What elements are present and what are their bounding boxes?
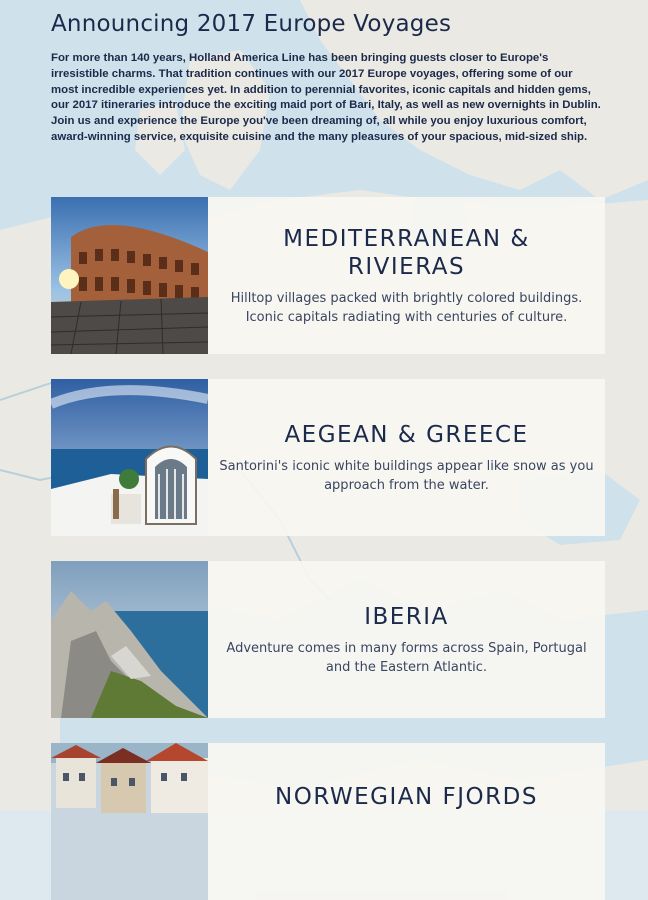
destination-title: AEGEAN & GREECE	[284, 421, 529, 448]
page-title: Announcing 2017 Europe Voyages	[51, 11, 452, 37]
destination-card-mediterranean[interactable]	[51, 197, 605, 354]
destination-text	[208, 743, 605, 900]
intro-paragraph: For more than 140 years, Holland America Line has been bringing guests closer to Europe's irresistible charms. That tradition continues with our 2017 Europe voyages, offering some of our most incredible experiences yet. In addition to perennial favorites, iconic capitals and hidden gems, our 2017 itineraries introduce the exciting maid port of Bari, Italy, as well as new overnights in Dublin. Join us and experience the Europe you've been dreaming of, all while you enjoy luxurious comfort, award-winning service, exquisite cuisine and the many pleasures of your spacious, mid-sized ship.	[51, 52, 601, 143]
destination-text	[208, 379, 605, 536]
destination-card-aegean[interactable]	[51, 379, 605, 536]
destination-title: IBERIA	[364, 603, 449, 630]
destination-card-iberia[interactable]	[51, 561, 605, 718]
bergen-rooftops-photo	[51, 743, 208, 900]
rock-of-gibraltar-photo	[51, 561, 208, 718]
destination-description: Hilltop villages packed with brightly colored buildings. Iconic capitals radiating with centuries of culture.	[230, 290, 583, 325]
destination-text	[208, 561, 605, 718]
colosseum-photo	[51, 197, 208, 354]
santorini-photo	[51, 379, 208, 536]
destination-text	[208, 197, 605, 354]
destination-description: Adventure comes in many forms across Spain, Portugal and the Eastern Atlantic.	[226, 640, 587, 675]
destination-description: Santorini's iconic white buildings appear like snow as you approach from the water.	[219, 458, 594, 493]
destination-card-norway[interactable]	[51, 743, 605, 900]
destination-title: MEDITERRANEAN & RIVIERAS	[283, 225, 530, 280]
destination-title: NORWEGIAN FJORDS	[275, 784, 538, 810]
